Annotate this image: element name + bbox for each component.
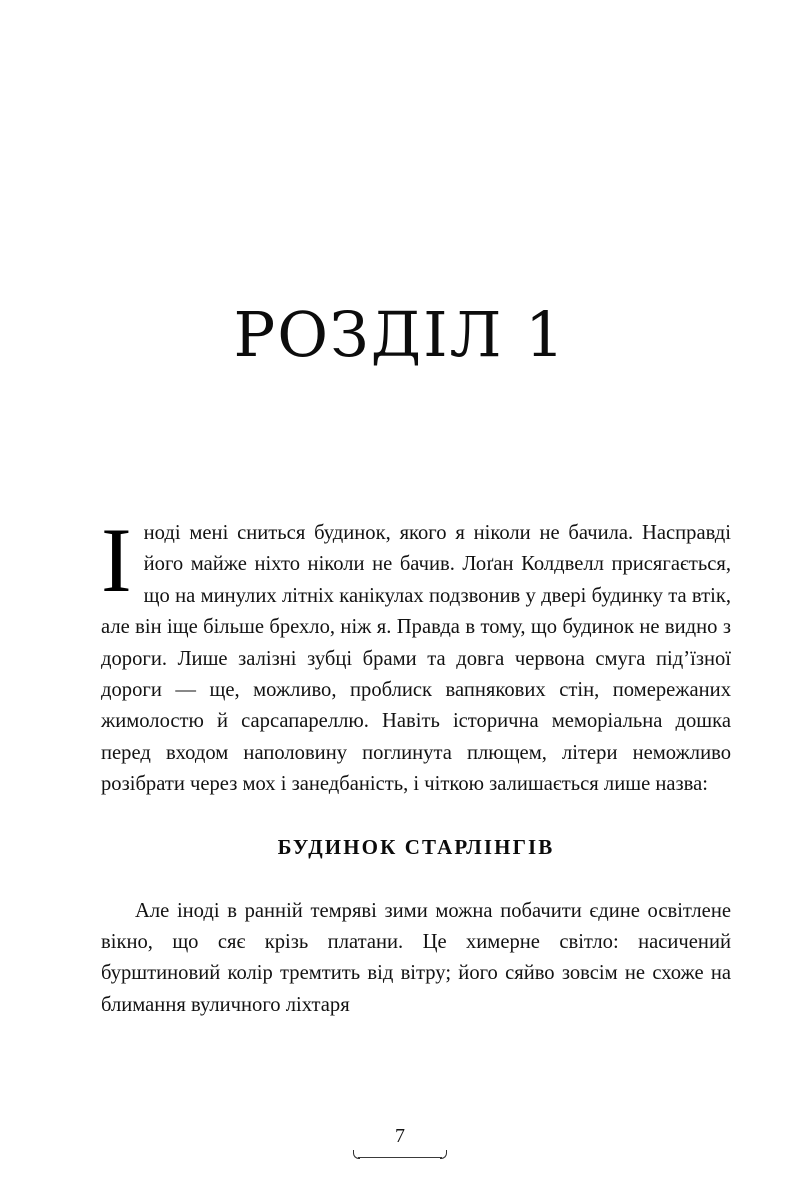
house-name-subheading: БУДИНОК СТАРЛІНГІВ (277, 834, 555, 859)
paragraph-second: Але іноді в ранній темряві зими можна побачити єдине освітлене вікно, що сяє крізь платани. Це химерне світло: насичений бурштиновий колір тремтить від вітру; його сяйво зовсім не схоже на блимання вуличного ліхтаря (101, 899, 731, 1016)
page-footer (0, 1125, 800, 1167)
spacer-below-subheading (101, 860, 731, 896)
page-number: 7 (395, 1125, 405, 1147)
ornament-right-curl-icon (440, 1150, 447, 1159)
folio-ornament-icon (352, 1150, 448, 1162)
paragraph-opening: Іноді мені сниться будинок, якого я ніколи не бачила. Насправді його майже ніхто ніколи не бачив. Лоґан Колдвелл присягається, що на минулих літніх канікулах подзвонив у двері будинку та втік, але він іще більше брехло, ніж я. Правда в тому, що будинок не видно з дороги. Лише залізні зубці брами та довга червона смуга під’їзної дороги — ще, можливо, проблиск вапнякових стін, помережаних жимолостю й сарсапареллю. Навіть історична меморіальна дошка перед входом наполовину поглинута плющем, літери неможливо розібрати через мох і занедбаність, і чіткою залишається лише назва: (101, 509, 731, 796)
ornament-rule (358, 1157, 442, 1158)
body-text-block (101, 509, 731, 1021)
chapter-title: РОЗДІЛ 1 (233, 297, 567, 371)
spacer-above-subheading (101, 801, 731, 835)
